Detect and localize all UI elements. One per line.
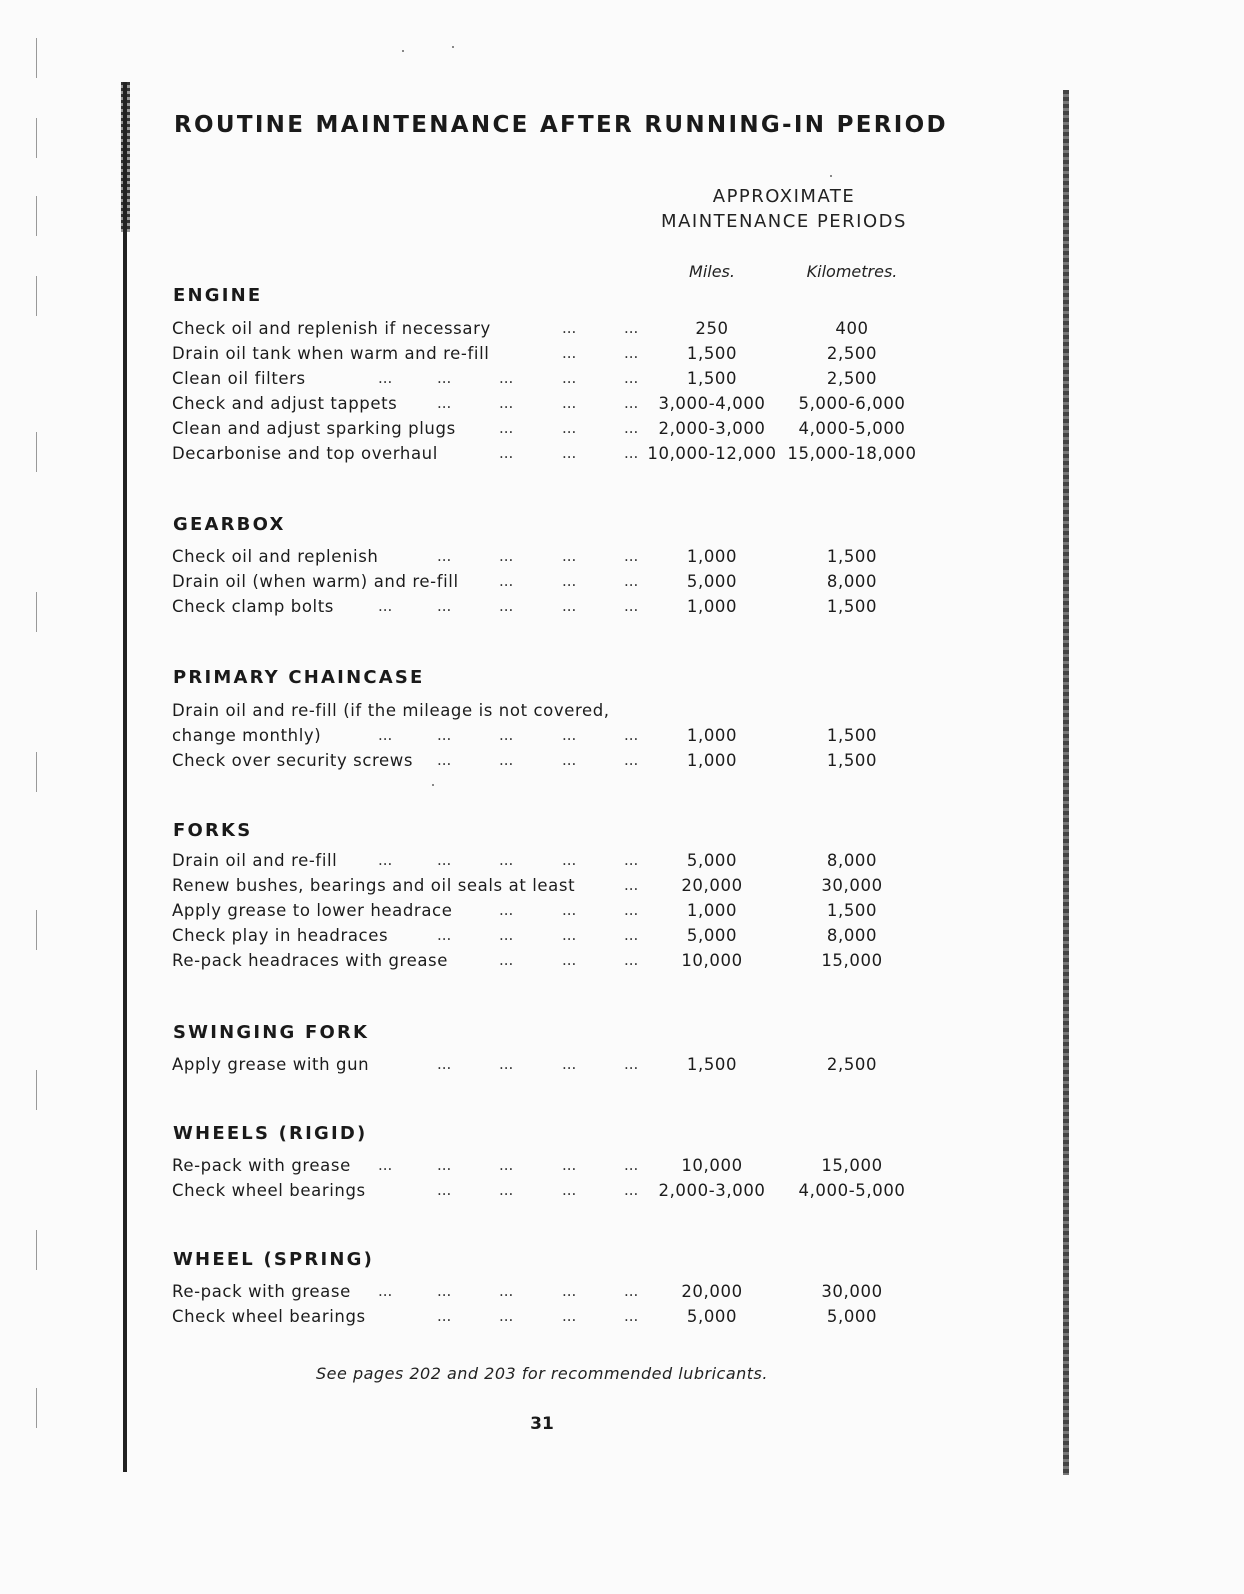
miles-value: 5,000: [686, 851, 738, 870]
dot-leader: ...: [437, 1282, 452, 1300]
dot-leader: ...: [562, 572, 577, 590]
scan-edge-mark: [36, 38, 37, 78]
section-title-gearbox: GEARBOX: [173, 514, 286, 535]
dot-leader: ...: [499, 726, 514, 744]
miles-value: 2,000-3,000: [658, 419, 766, 438]
maintenance-row: [172, 1282, 932, 1307]
dot-leader: ...: [624, 597, 639, 615]
scan-speck: [432, 784, 434, 786]
miles-value: 1,000: [686, 547, 738, 566]
dot-leader: ...: [624, 344, 639, 362]
miles-value: 10,000: [681, 1156, 743, 1175]
miles-value: 20,000: [681, 1282, 743, 1301]
dot-leader: ...: [499, 572, 514, 590]
dot-leader: ...: [562, 1282, 577, 1300]
miles-value: 20,000: [681, 876, 743, 895]
dot-leader: ...: [562, 444, 577, 462]
scan-edge-mark: [36, 1230, 37, 1270]
dot-leader: ...: [562, 1181, 577, 1199]
maintenance-row: [172, 851, 932, 876]
scan-edge-mark: [36, 910, 37, 950]
maintenance-row: [172, 1156, 932, 1181]
km-value: 15,000-18,000: [787, 444, 917, 463]
miles-value: 1,000: [686, 726, 738, 745]
dot-leader: ...: [378, 726, 393, 744]
dot-leader: ...: [624, 876, 639, 894]
dot-leader: ...: [499, 547, 514, 565]
km-value: 30,000: [821, 876, 883, 895]
dot-leader: ...: [562, 851, 577, 869]
dot-leader: ...: [562, 319, 577, 337]
task-label: Re-pack with grease: [172, 1156, 351, 1175]
task-label: Check over security screws: [172, 751, 414, 770]
dot-leader: ...: [624, 901, 639, 919]
dot-leader: ...: [437, 597, 452, 615]
task-label: Renew bushes, bearings and oil seals at least: [172, 876, 576, 895]
task-label: Apply grease to lower headrace: [172, 901, 453, 920]
km-value: 400: [835, 319, 869, 338]
dot-leader: ...: [378, 1156, 393, 1174]
scan-speck: [452, 46, 454, 48]
dot-leader: ...: [499, 1307, 514, 1325]
task-label: Drain oil (when warm) and re-fill: [172, 572, 459, 591]
dot-leader: ...: [562, 1307, 577, 1325]
dot-leader: ...: [499, 1156, 514, 1174]
maintenance-row: [172, 1181, 932, 1206]
task-label: Decarbonise and top overhaul: [172, 444, 438, 463]
dot-leader: ...: [437, 369, 452, 387]
dot-leader: ...: [437, 926, 452, 944]
dot-leader: ...: [624, 547, 639, 565]
scan-edge-mark: [36, 752, 37, 792]
km-value: 1,500: [826, 901, 878, 920]
dot-leader: ...: [624, 1307, 639, 1325]
dot-leader: ...: [562, 344, 577, 362]
maintenance-row: [172, 1055, 932, 1080]
dot-leader: ...: [499, 1282, 514, 1300]
km-value: 15,000: [821, 1156, 883, 1175]
dot-leader: ...: [499, 1181, 514, 1199]
dot-leader: ...: [499, 444, 514, 462]
dot-leader: ...: [437, 1307, 452, 1325]
km-value: 30,000: [821, 1282, 883, 1301]
section-title-swinging: SWINGING FORK: [173, 1022, 370, 1043]
dot-leader: ...: [624, 319, 639, 337]
task-label: Clean and adjust sparking plugs: [172, 419, 456, 438]
task-label: Re-pack with grease: [172, 1282, 351, 1301]
section-title-engine: ENGINE: [173, 285, 263, 306]
maintenance-row: [172, 319, 932, 344]
task-label: Drain oil and re-fill (if the mileage is not covered,: [172, 701, 610, 720]
miles-value: 5,000: [686, 1307, 738, 1326]
dot-leader: ...: [499, 1055, 514, 1073]
page-number: 31: [530, 1414, 554, 1434]
dot-leader: ...: [562, 951, 577, 969]
binding-edge-left: [123, 82, 127, 1472]
section-title-forks: FORKS: [173, 820, 253, 841]
scan-edge-mark: [36, 118, 37, 158]
dot-leader: ...: [562, 726, 577, 744]
scan-edge-mark: [36, 432, 37, 472]
miles-value: 1,000: [686, 597, 738, 616]
miles-value: 1,500: [686, 369, 738, 388]
dot-leader: ...: [499, 951, 514, 969]
section-title-primary: PRIMARY CHAINCASE: [173, 667, 425, 688]
task-label: Check clamp bolts: [172, 597, 334, 616]
dot-leader: ...: [562, 419, 577, 437]
scan-edge-mark: [36, 592, 37, 632]
section-title-wheel-spring: WHEEL (SPRING): [173, 1249, 375, 1270]
maintenance-row: [172, 726, 932, 751]
dot-leader: ...: [562, 1156, 577, 1174]
maintenance-row: [172, 597, 932, 622]
task-label: Clean oil filters: [172, 369, 306, 388]
task-label: Apply grease with gun: [172, 1055, 370, 1074]
km-column-header: Kilometres.: [806, 262, 898, 281]
miles-value: 5,000: [686, 926, 738, 945]
dot-leader: ...: [437, 547, 452, 565]
periods-heading-line2: MAINTENANCE PERIODS: [661, 211, 907, 232]
dot-leader: ...: [624, 726, 639, 744]
dot-leader: ...: [499, 419, 514, 437]
dot-leader: ...: [499, 926, 514, 944]
miles-value: 1,500: [686, 344, 738, 363]
maintenance-row: [172, 444, 932, 469]
dot-leader: ...: [624, 1055, 639, 1073]
maintenance-row: [172, 572, 932, 597]
maintenance-row: [172, 876, 932, 901]
dot-leader: ...: [624, 369, 639, 387]
task-label: Check wheel bearings: [172, 1307, 366, 1326]
miles-value: 10,000-12,000: [647, 444, 777, 463]
km-value: 15,000: [821, 951, 883, 970]
dot-leader: ...: [378, 597, 393, 615]
page-title: ROUTINE MAINTENANCE AFTER RUNNING-IN PERIOD: [174, 112, 948, 138]
task-label: Check play in headraces: [172, 926, 389, 945]
dot-leader: ...: [499, 597, 514, 615]
maintenance-row: [172, 751, 932, 776]
miles-column-header: Miles.: [689, 262, 735, 281]
dot-leader: ...: [562, 369, 577, 387]
dot-leader: ...: [624, 1181, 639, 1199]
dot-leader: ...: [562, 751, 577, 769]
dot-leader: ...: [624, 394, 639, 412]
km-value: 8,000: [826, 572, 878, 591]
miles-value: 10,000: [681, 951, 743, 970]
scan-speck: [830, 175, 832, 177]
task-label: Check and adjust tappets: [172, 394, 398, 413]
maintenance-row: [172, 1307, 932, 1332]
dot-leader: ...: [624, 444, 639, 462]
dot-leader: ...: [437, 1156, 452, 1174]
km-value: 2,500: [826, 1055, 878, 1074]
km-value: 8,000: [826, 926, 878, 945]
maintenance-row: [172, 547, 932, 572]
scan-edge-mark: [36, 1070, 37, 1110]
km-value: 8,000: [826, 851, 878, 870]
dot-leader: ...: [562, 1055, 577, 1073]
km-value: 1,500: [826, 726, 878, 745]
dot-leader: ...: [499, 751, 514, 769]
maintenance-row: [172, 419, 932, 444]
km-value: 1,500: [826, 547, 878, 566]
dot-leader: ...: [437, 726, 452, 744]
maintenance-row: [172, 926, 932, 951]
section-title-wheels-rigid: WHEELS (RIGID): [173, 1123, 368, 1144]
miles-value: 1,000: [686, 901, 738, 920]
dot-leader: ...: [499, 369, 514, 387]
scan-speck: [402, 50, 404, 52]
dot-leader: ...: [437, 1055, 452, 1073]
dot-leader: ...: [624, 1282, 639, 1300]
scan-edge-mark: [36, 196, 37, 236]
task-label: Check wheel bearings: [172, 1181, 366, 1200]
task-label: Drain oil and re-fill: [172, 851, 338, 870]
km-value: 5,000: [826, 1307, 878, 1326]
dot-leader: ...: [562, 926, 577, 944]
miles-value: 1,000: [686, 751, 738, 770]
maintenance-row: [172, 701, 932, 726]
task-label: change monthly): [172, 726, 322, 745]
maintenance-row: [172, 394, 932, 419]
dot-leader: ...: [437, 851, 452, 869]
dot-leader: ...: [562, 394, 577, 412]
dot-leader: ...: [624, 1156, 639, 1174]
dot-leader: ...: [499, 394, 514, 412]
dot-leader: ...: [437, 1181, 452, 1199]
dot-leader: ...: [437, 751, 452, 769]
task-label: Check oil and replenish: [172, 547, 379, 566]
km-value: 2,500: [826, 344, 878, 363]
km-value: 4,000-5,000: [798, 1181, 906, 1200]
km-value: 4,000-5,000: [798, 419, 906, 438]
dot-leader: ...: [378, 369, 393, 387]
dot-leader: ...: [624, 951, 639, 969]
km-value: 5,000-6,000: [798, 394, 906, 413]
km-value: 1,500: [826, 751, 878, 770]
dot-leader: ...: [562, 901, 577, 919]
maintenance-row: [172, 344, 932, 369]
dot-leader: ...: [624, 572, 639, 590]
miles-value: 250: [695, 319, 729, 338]
dot-leader: ...: [378, 1282, 393, 1300]
dot-leader: ...: [562, 597, 577, 615]
maintenance-row: [172, 369, 932, 394]
dot-leader: ...: [624, 926, 639, 944]
dot-leader: ...: [437, 394, 452, 412]
scan-edge-mark: [36, 276, 37, 316]
dot-leader: ...: [499, 851, 514, 869]
dot-leader: ...: [562, 547, 577, 565]
binding-edge-right: [1063, 90, 1069, 1475]
miles-value: 3,000-4,000: [658, 394, 766, 413]
task-label: Drain oil tank when warm and re-fill: [172, 344, 490, 363]
lubricant-footnote: See pages 202 and 203 for recommended lubricants.: [316, 1364, 768, 1383]
task-label: Re-pack headraces with grease: [172, 951, 448, 970]
task-label: Check oil and replenish if necessary: [172, 319, 491, 338]
dot-leader: ...: [624, 851, 639, 869]
periods-heading-line1: APPROXIMATE: [712, 186, 856, 207]
maintenance-row: [172, 901, 932, 926]
km-value: 2,500: [826, 369, 878, 388]
miles-value: 5,000: [686, 572, 738, 591]
dot-leader: ...: [378, 851, 393, 869]
miles-value: 2,000-3,000: [658, 1181, 766, 1200]
maintenance-row: [172, 951, 932, 976]
miles-value: 1,500: [686, 1055, 738, 1074]
dot-leader: ...: [624, 751, 639, 769]
dot-leader: ...: [499, 901, 514, 919]
dot-leader: ...: [624, 419, 639, 437]
km-value: 1,500: [826, 597, 878, 616]
